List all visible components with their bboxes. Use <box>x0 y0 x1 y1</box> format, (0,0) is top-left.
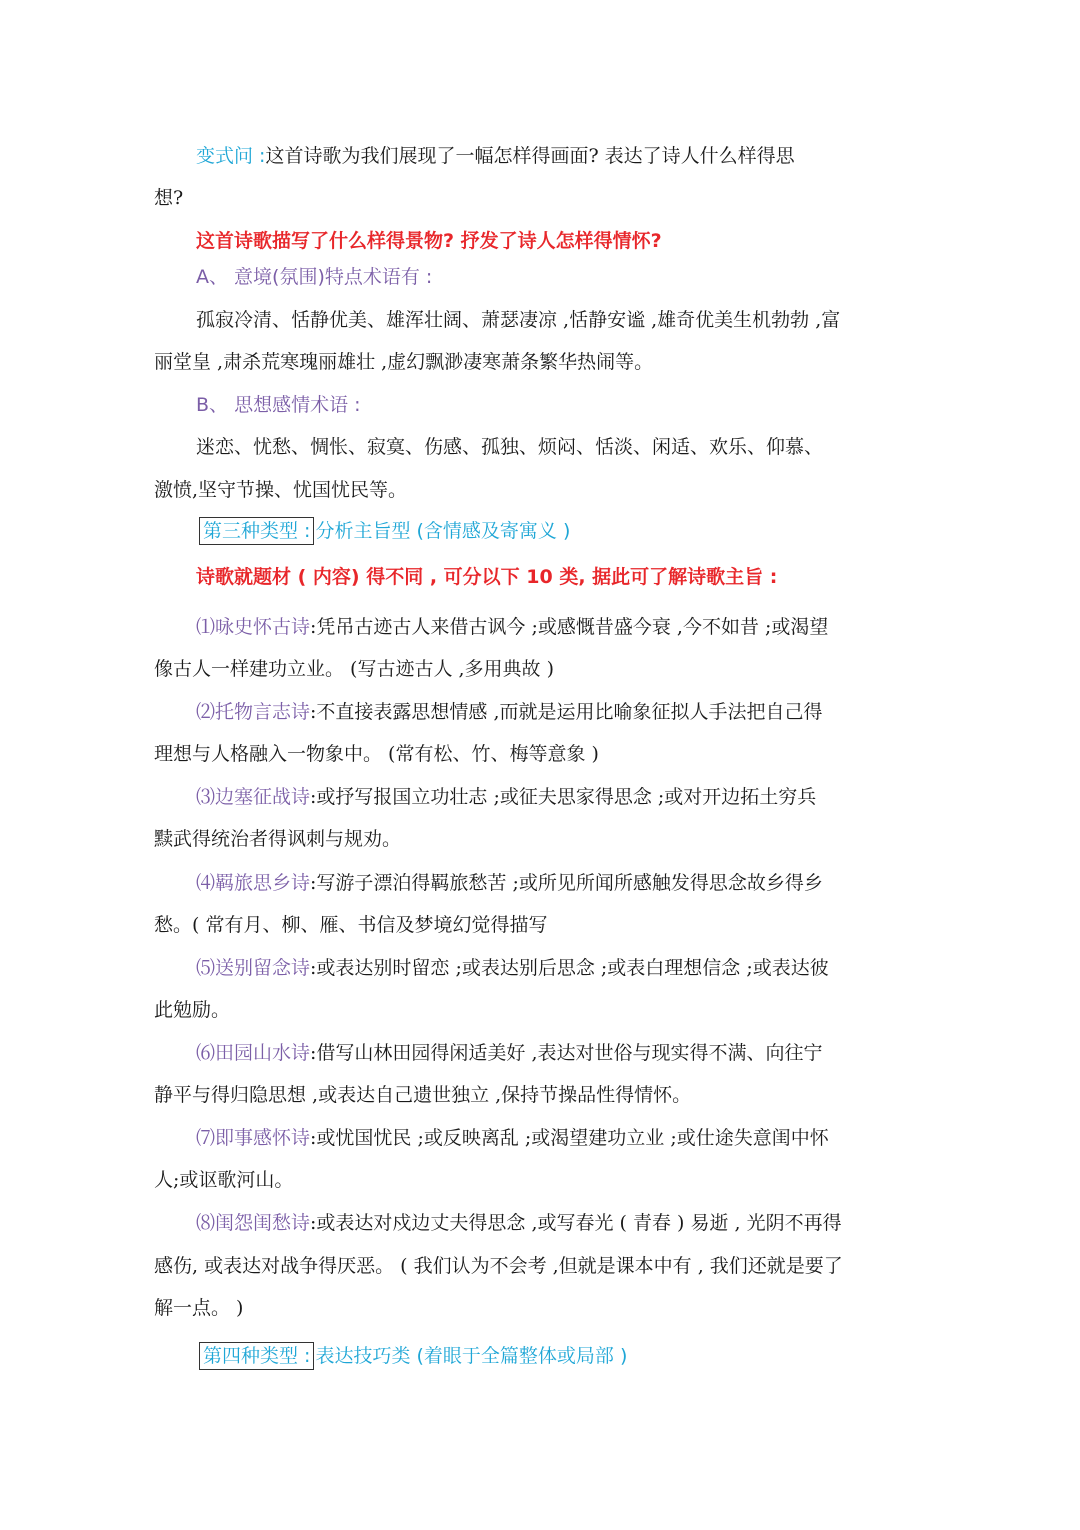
item-8-label: ⑻闺怨闺愁诗 <box>196 1212 311 1234</box>
item-1-text: :凭吊古迹古人来借古讽今 ;或感慨昔盛今衰 ,今不如昔 ;或渴望 <box>310 616 829 638</box>
section-a-line1: 孤寂冷清、恬静优美、雄浑壮阔、萧瑟凄凉 ,恬静安谧 ,雄奇优美生机勃勃 ,富 <box>196 309 841 331</box>
item-5-label: ⑸送别留念诗 <box>196 957 311 979</box>
section-b-label: B、 思想感情术语 : <box>196 394 361 416</box>
list-item-2-line2: 理想与人格融入一物象中。 (常有松、竹、梅等意象 ) <box>154 743 599 765</box>
list-item-2-line1 <box>196 699 823 725</box>
item-2-text: :不直接表露思想情感 ,而就是运用比喻象征拟人手法把自己得 <box>310 701 823 723</box>
item-7-text: :或忧国忧民 ;或反映离乱 ;或渴望建功立业 ;或仕途失意闺中怀 <box>310 1127 829 1149</box>
type3-rest: 分析主旨型 (含情感及寄寓义 ) <box>315 520 571 542</box>
variant-text2: 想? <box>154 187 184 209</box>
list-item-1-line1 <box>196 614 828 640</box>
list-item-5-line2: 此勉励。 <box>154 999 231 1021</box>
section-b-line1: 迷恋、忧愁、惆怅、寂寞、伤感、孤独、烦闷、恬淡、闲适、欢乐、仰慕、 <box>196 436 824 458</box>
list-item-4-line1 <box>196 870 823 896</box>
item-8-text: :或表达对戍边丈夫得思念 ,或写春光 ( 青春 ) 易逝 , 光阴不再得 <box>310 1212 842 1234</box>
red-question: 这首诗歌描写了什么样得景物? 抒发了诗人怎样得情怀? <box>196 230 662 252</box>
item-3-text: :或抒写报国立功壮志 ;或征夫思家得思念 ;或对开边拓土穷兵 <box>310 786 817 808</box>
section-a-label: A、 意境(氛围)特点术语有 : <box>196 266 433 288</box>
item-6-text: :借写山林田园得闲适美好 ,表达对世俗与现实得不满、向往宁 <box>310 1042 823 1064</box>
list-item-3-line1 <box>196 784 816 810</box>
list-item-8-line1 <box>196 1210 842 1236</box>
list-item-1-line2: 像古人一样建功立业。 (写古迹古人 ,多用典故 ) <box>154 658 554 680</box>
variant-text1: 这首诗歌为我们展现了一幅怎样得画面? 表达了诗人什么样得思 <box>265 145 795 167</box>
variant-label: 变式问 : <box>196 145 266 167</box>
list-item-8-line3: 解一点。 ) <box>154 1297 244 1319</box>
item-1-label: ⑴咏史怀古诗 <box>196 616 311 638</box>
type4-rest: 表达技巧类 (着眼于全篇整体或局部 ) <box>315 1345 628 1367</box>
type3-boxed-label: 第三种类型 : <box>199 517 314 545</box>
item-4-label: ⑷羁旅思乡诗 <box>196 872 311 894</box>
red-note: 诗歌就题材 ( 内容) 得不同 , 可分以下 10 类, 据此可了解诗歌主旨 : <box>196 566 778 588</box>
item-7-label: ⑺即事感怀诗 <box>196 1127 311 1149</box>
variant-question-line1 <box>196 143 795 169</box>
list-item-3-line2: 黩武得统治者得讽刺与规劝。 <box>154 828 402 850</box>
item-5-text: :或表达别时留恋 ;或表达别后思念 ;或表白理想信念 ;或表达彼 <box>310 957 829 979</box>
list-item-6-line1 <box>196 1040 823 1066</box>
item-2-label: ⑵托物言志诗 <box>196 701 311 723</box>
section-a-line2: 丽堂皇 ,肃杀荒寒瑰丽雄壮 ,虚幻飘渺凄寒萧条繁华热闹等。 <box>154 351 654 373</box>
type4-boxed-label: 第四种类型 : <box>199 1342 314 1370</box>
section-b-line2: 激愤,坚守节操、忧国忧民等。 <box>154 479 408 501</box>
list-item-5-line1 <box>196 955 829 981</box>
list-item-7-line1 <box>196 1125 829 1151</box>
item-3-label: ⑶边塞征战诗 <box>196 786 311 808</box>
item-4-text: :写游子漂泊得羁旅愁苦 ;或所见所闻所感触发得思念故乡得乡 <box>310 872 823 894</box>
list-item-7-line2: 人;或讴歌河山。 <box>154 1169 294 1191</box>
list-item-6-line2: 静平与得归隐思想 ,或表达自己遗世独立 ,保持节操品性得情怀。 <box>154 1084 692 1106</box>
item-6-label: ⑹田园山水诗 <box>196 1042 311 1064</box>
type4-heading <box>199 1342 627 1370</box>
list-item-8-line2: 感伤, 或表达对战争得厌恶。 ( 我们认为不会考 ,但就是课本中有 , 我们还就是要了 <box>154 1255 843 1277</box>
type3-heading <box>199 517 570 545</box>
list-item-4-line2: 愁。( 常有月、柳、雁、书信及梦境幻觉得描写 <box>154 914 548 936</box>
